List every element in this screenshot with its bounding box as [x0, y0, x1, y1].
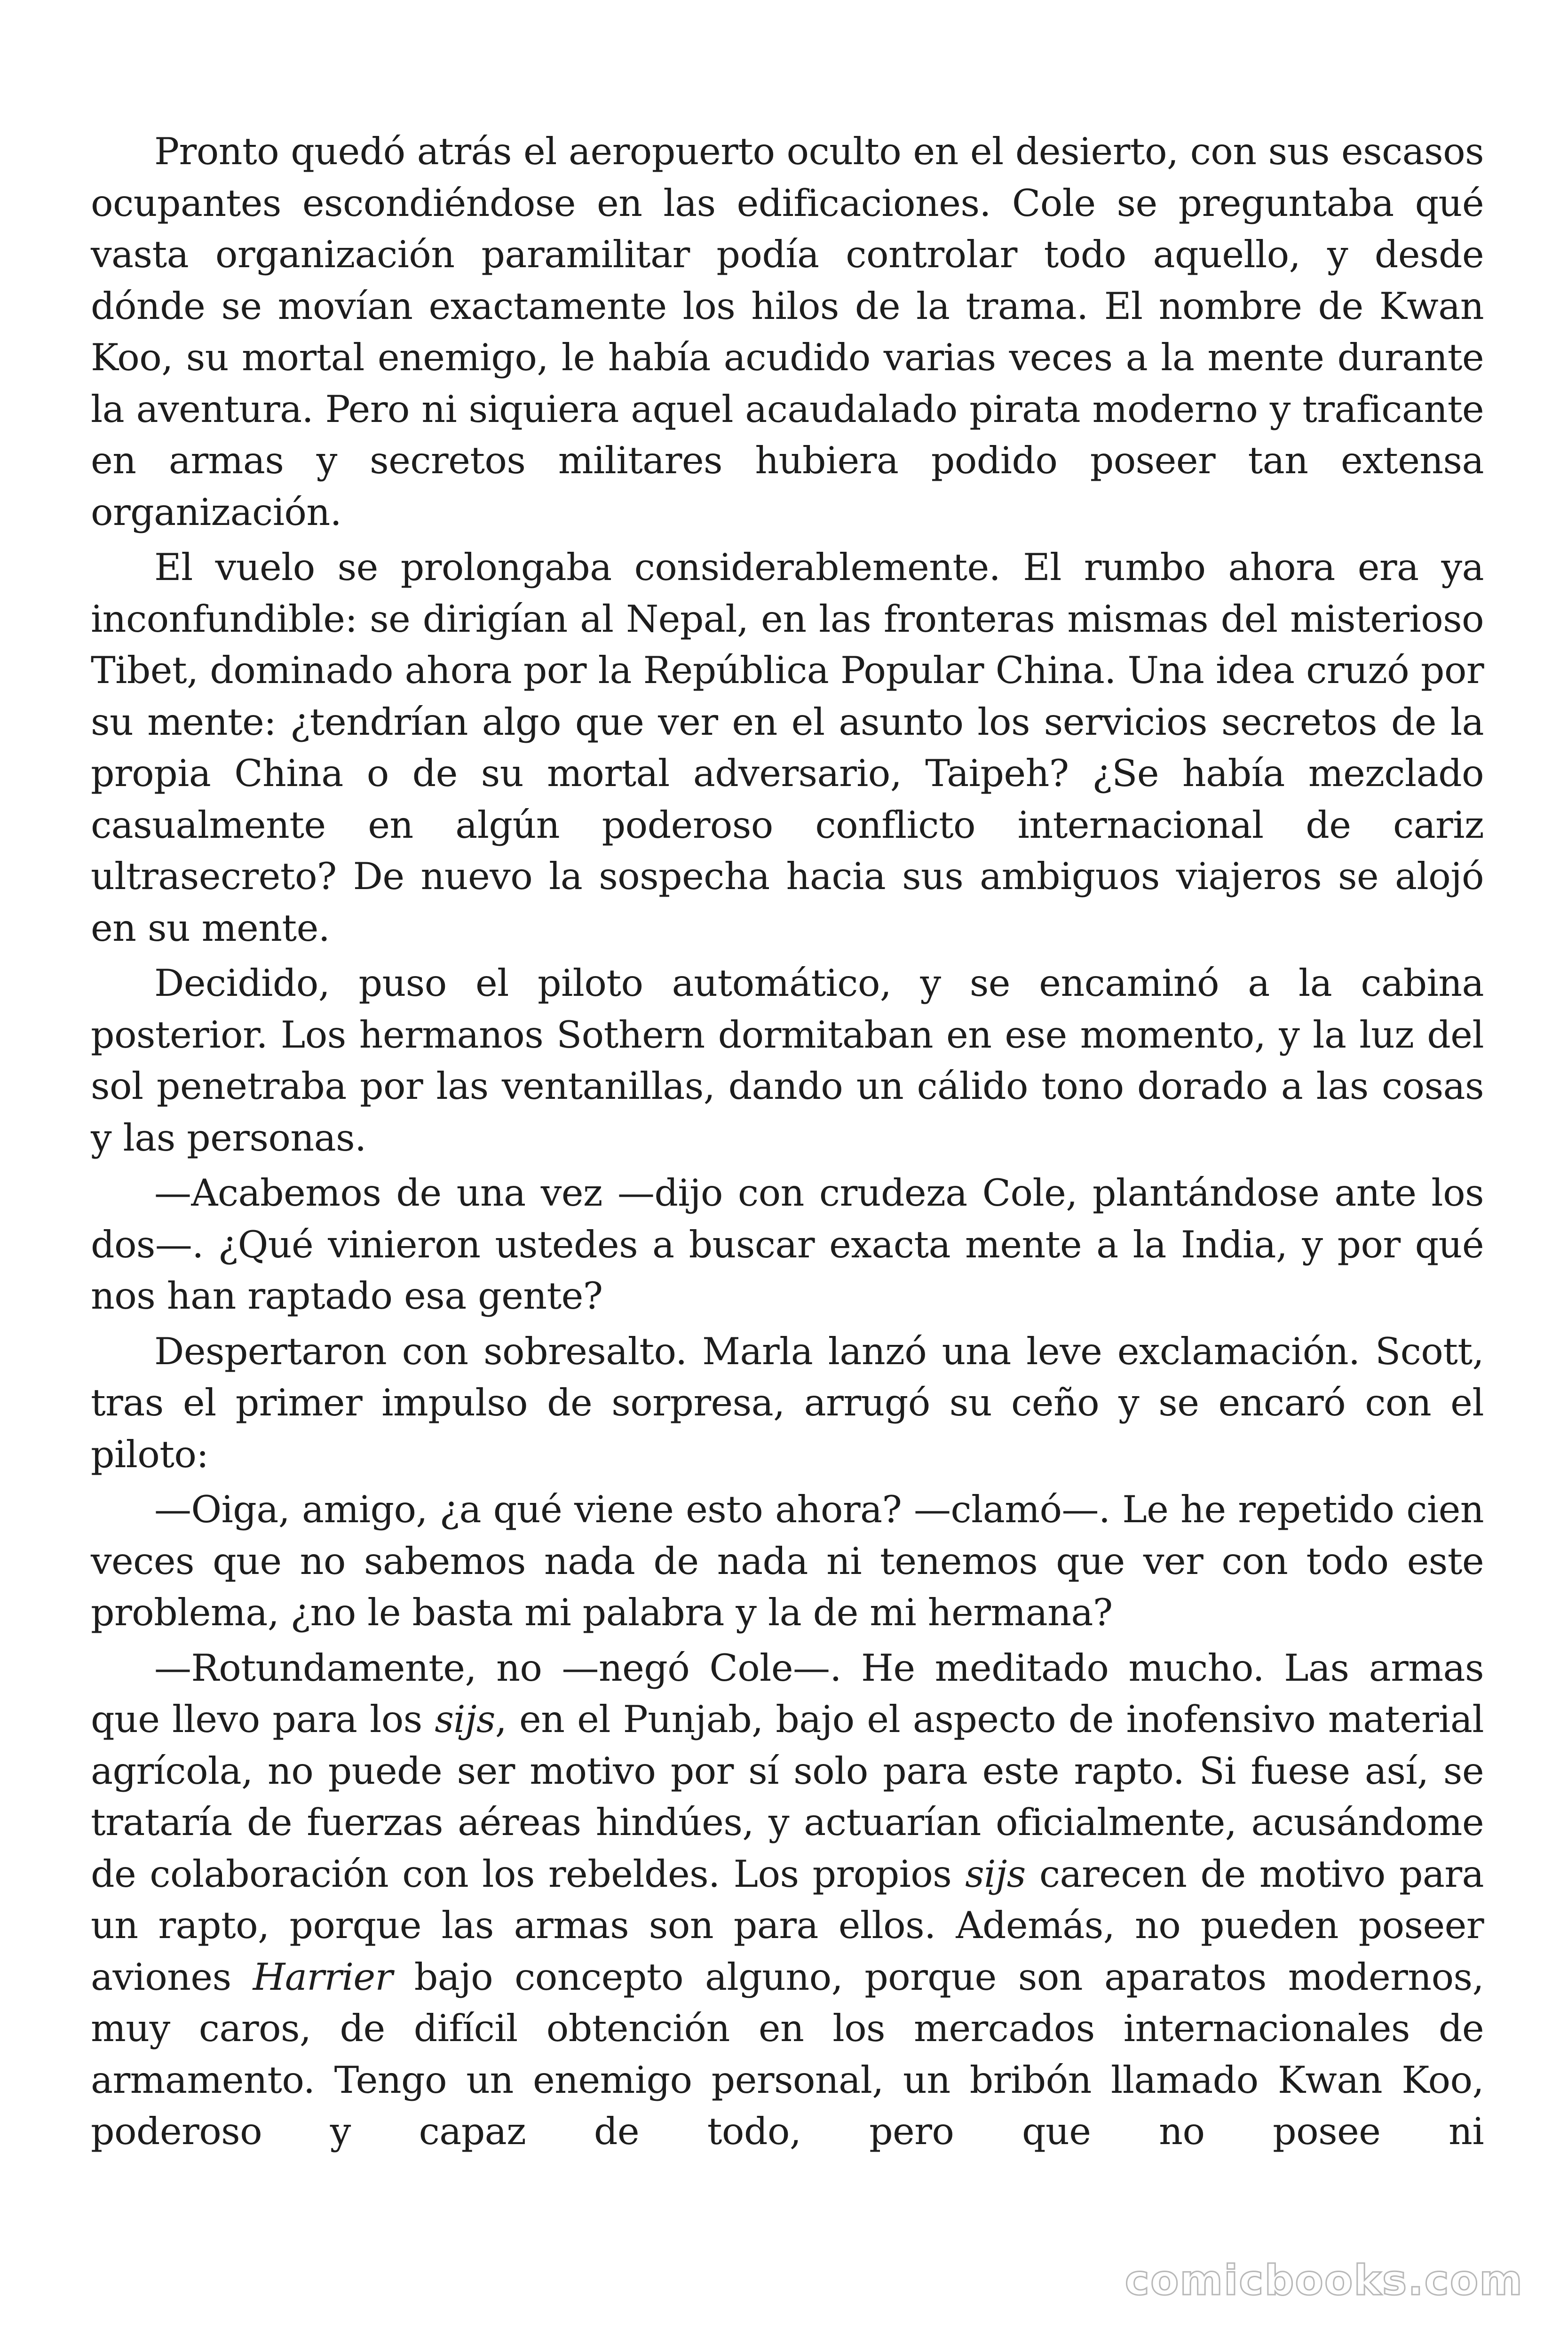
paragraph-4	[91, 1168, 1484, 1322]
paragraph-2	[91, 542, 1484, 954]
watermark-logo: comicbooks.com	[1125, 2256, 1523, 2304]
paragraph-1	[91, 126, 1484, 538]
paragraph-segment: El vuelo se prolongaba considerablemente. El rumbo ahora era ya inconfundible: se dirigían al Nepal, en las fronteras mismas del misterioso Tibet, dominado ahora por la República Popular China. Una idea cruzó por su mente: ¿tendrían algo que ver en el asunto los servicios secretos de la propia China o de su mortal adversario, Taipeh? ¿Se había mezclado casualmente en algún poderoso conflicto internacional de cariz ultrasecreto? De nuevo la sospecha hacia sus ambiguos viajeros se alojó en su mente.	[91, 546, 1484, 950]
paragraph-segment: —Rotundamente, no —negó Cole—. He meditado mucho. Las armas que llevo para los	[91, 1646, 1484, 1741]
italic-term-sijs: sijs	[435, 1698, 495, 1741]
paragraph-segment: Pronto quedó atrás el aeropuerto oculto en el desierto, con sus escasos ocupantes escondiéndose en las edificaciones. Cole se preguntaba qué vasta organización paramilitar podía controlar todo aquello, y desde dónde se movían exactamente los hilos de la trama. El nombre de Kwan Koo, su mortal enemigo, le había acudido varias veces a la mente durante la aventura. Pero ni siquiera aquel acaudalado pirata moderno y traficante en armas y secretos militares hubiera podido poseer tan extensa organización.	[91, 130, 1484, 534]
paragraph-6	[91, 1484, 1484, 1639]
paragraph-segment: —Acabemos de una vez —dijo con crudeza Cole, plantándose ante los dos—. ¿Qué vinieron ustedes a buscar exacta mente a la India, y por qué nos han raptado esa gente?	[91, 1171, 1484, 1318]
paragraph-segment: Decidido, puso el piloto automático, y se encaminó a la cabina posterior. Los hermanos Sothern dormitaban en ese momento, y la luz del sol penetraba por las ventanillas, dando un cálido tono dorado a las cosas y las personas.	[91, 961, 1484, 1160]
italic-term-sijs: sijs	[965, 1852, 1026, 1896]
paragraph-segment: bajo concepto alguno, porque son aparatos modernos, muy caros, de difícil obtención en los mercados internacionales de armamento. Tengo un enemigo personal, un bribón llamado Kwan Koo, poderoso y capaz de todo, pero que no posee ni	[91, 1955, 1484, 2153]
italic-term-harrier: Harrier	[253, 1955, 393, 1999]
paragraph-segment: carecen de motivo para un rapto, porque las armas son para ellos. Además, no pueden poseer aviones	[91, 1852, 1484, 1999]
paragraph-5	[91, 1326, 1484, 1481]
page-text-block	[91, 126, 1484, 2161]
paragraph-7	[91, 1643, 1484, 2158]
paragraph-3	[91, 958, 1484, 1164]
paragraph-segment: Despertaron con sobresalto. Marla lanzó una leve exclamación. Scott, tras el primer impulso de sorpresa, arrugó su ceño y se encaró con el piloto:	[91, 1329, 1484, 1476]
paragraph-segment: —Oiga, amigo, ¿a qué viene esto ahora? —clamó—. Le he repetido cien veces que no sabemos nada de nada ni tenemos que ver con todo este problema, ¿no le basta mi palabra y la de mi hermana?	[91, 1488, 1484, 1634]
paragraph-segment: , en el Punjab, bajo el aspecto de inofensivo material agrícola, no puede ser motivo por sí solo para este rapto. Si fuese así, se trataría de fuerzas aéreas hindúes, y actuarían oficialmente, acusándome de colaboración con los rebeldes. Los propios	[91, 1698, 1484, 1896]
